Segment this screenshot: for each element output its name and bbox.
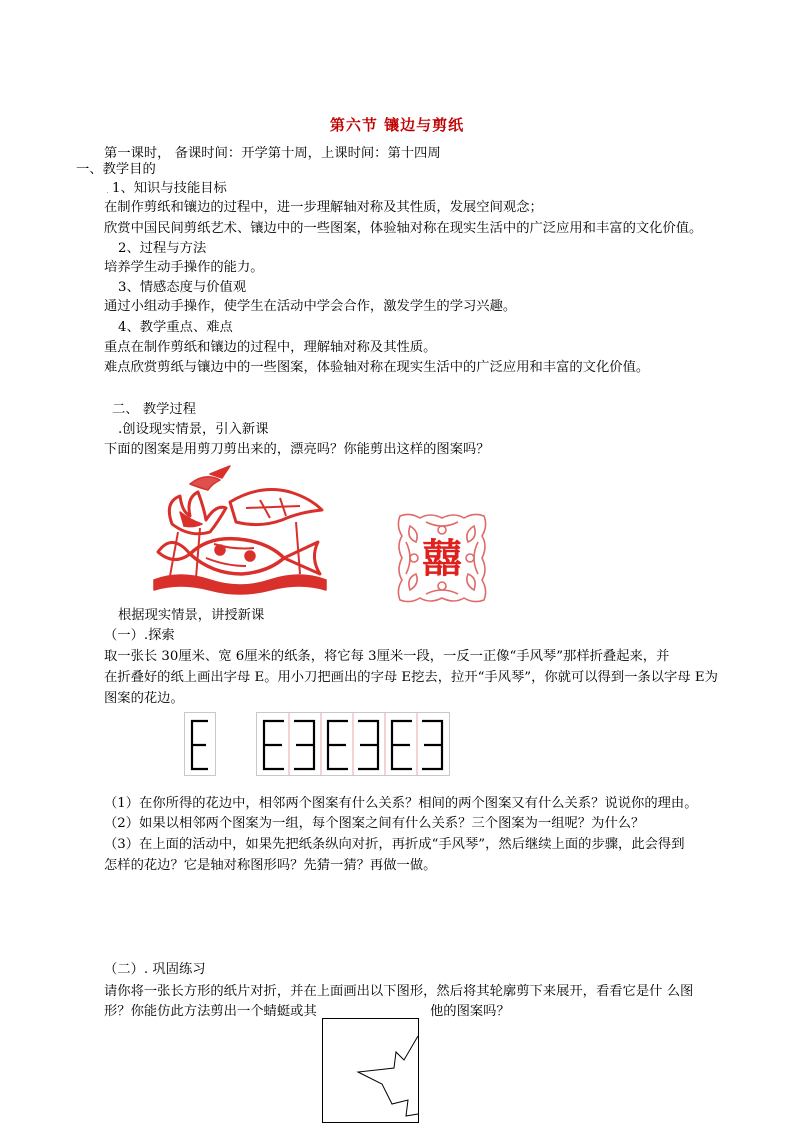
letter-e-strip-figure	[184, 711, 454, 777]
paragraph-explore-1: 取一张长 30厘米、宽 6厘米的纸条，将它每 3厘米一段，一反一正像“手风琴”那样折叠起来，并	[104, 649, 670, 664]
double-happiness-character: 囍	[422, 536, 462, 582]
subheading-process: 2、过程与方法	[118, 241, 207, 256]
folded-paper-figure	[322, 1018, 420, 1123]
page-title: 第六节 镶边与剪纸	[329, 116, 465, 134]
paragraph-practice-1: 请你将一张长方形的纸片对折，并在上面画出以下图形，然后将其轮廓剪下来展开，看看它是什 么图	[104, 984, 694, 999]
subheading-knowledge: . 1、知识与技能目标	[106, 181, 227, 196]
subheading-explore: （一）.探索	[104, 628, 175, 643]
strip-letter-label: E	[184, 711, 185, 712]
papercut-double-happiness-image	[396, 512, 488, 604]
papercut-lotus-fish-image	[150, 462, 330, 600]
paragraph-knowledge-2: 欣赏中国民间剪纸艺术、镶边中的一些图案，体验轴对称在现实生活中的广泛应用和丰富的文化价值。	[104, 221, 703, 236]
subheading-practice: （二）. 巩固练习	[104, 962, 206, 977]
paragraph-practice-2a: 形？你能仿此方法剪出一个蜻蜓或其	[104, 1004, 317, 1019]
question-3-line-2: 怎样的花边？它是轴对称图形吗？先猜一猜？再做一做。	[104, 858, 437, 873]
subheading-attitude: 3、情感态度与价值观	[118, 280, 247, 295]
question-3-line-1: （3）在上面的活动中，如果先把纸条纵向对折，再折成“手风琴”，然后继续上面的步骤，此会得到	[104, 837, 685, 852]
paragraph-explore-2: 在折叠好的纸上画出字母 E。用小刀把画出的字母 E挖去，拉开“手风琴”，你就可以得到一条以字母 E为	[104, 670, 718, 685]
paragraph-knowledge-1: 在制作剪纸和镶边的过程中，进一步理解轴对称及其性质，发展空间观念；	[104, 200, 543, 215]
subheading-key-points: 4、教学重点、难点	[118, 320, 233, 335]
paragraph-difficulty: 难点欣赏剪纸与镶边中的一些图案，体验轴对称在现实生活中的广泛应用和丰富的文化价值。	[104, 360, 650, 375]
paragraph-explore-3: 图案的花边。	[104, 691, 184, 706]
paragraph-new-lesson: 根据现实情景，讲授新课	[118, 608, 265, 623]
paragraph-attitude: 通过小组动手操作，使学生在活动中学会合作，激发学生的学习兴趣。	[104, 299, 517, 314]
meta-line: 第一课时， 备课时间：开学第十周，上课时间：第十四周	[104, 146, 441, 161]
subheading-scenario: .创设现实情景，引入新课	[118, 422, 269, 437]
question-1: （1）在你所得的花边中，相邻两个图案有什么关系？相间的两个图案又有什么关系？说说你的理由。	[104, 796, 698, 811]
paragraph-process: 培养学生动手操作的能力。	[104, 260, 264, 275]
paragraph-practice-2b: 他的图案吗？	[430, 1004, 510, 1019]
question-2: （2）如果以相邻两个图案为一组，每个图案之间有什么关系？三个图案为一组呢？为什么？	[104, 816, 645, 831]
paragraph-question-intro: 下面的图案是用剪刀剪出来的，漂亮吗？你能剪出这样的图案吗？	[104, 442, 490, 457]
section-heading-objectives: 一、教学目的	[76, 162, 156, 177]
section-heading-process: 二、 教学过程	[112, 402, 197, 417]
paragraph-key-point: 重点在制作剪纸和镶边的过程中，理解轴对称及其性质。	[104, 340, 437, 355]
